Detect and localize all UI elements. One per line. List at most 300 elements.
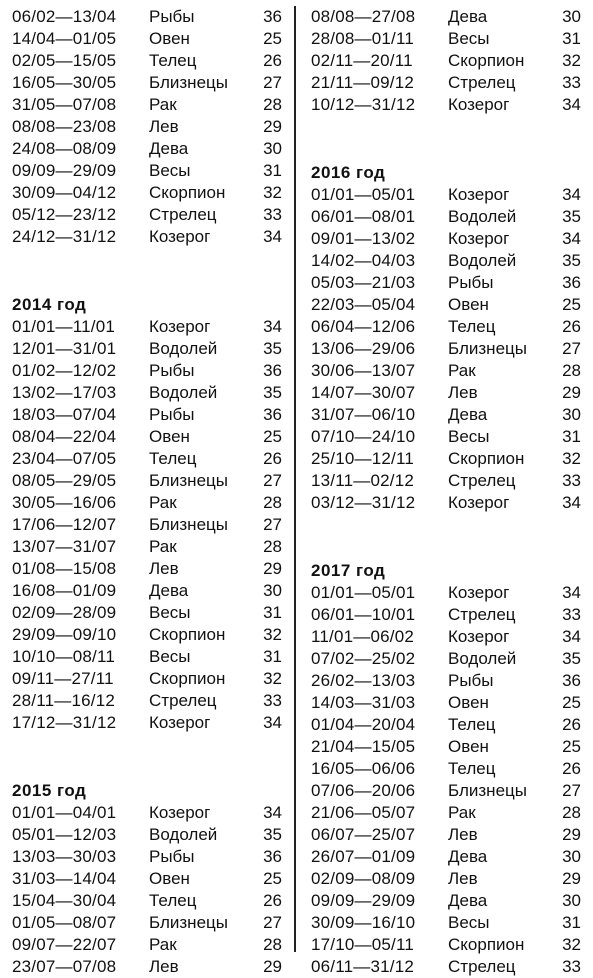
date-range: 14/07—30/07 (311, 383, 416, 402)
column-divider (294, 6, 296, 952)
date-range: 17/12—31/12 (12, 713, 117, 732)
sign-number: 33 (562, 957, 581, 976)
date-range: 01/01—05/01 (311, 583, 416, 602)
date-range: 15/04—30/04 (12, 891, 117, 910)
table-row (12, 624, 282, 646)
zodiac-sign: Близнецы (448, 339, 527, 358)
zodiac-sign: Рак (448, 361, 476, 380)
table-row (311, 72, 581, 94)
sign-number: 26 (562, 317, 581, 336)
zodiac-sign: Овен (149, 427, 190, 446)
date-range: 01/04—20/04 (311, 715, 416, 734)
section-gap (311, 514, 581, 560)
date-range: 30/09—16/10 (311, 913, 416, 932)
sign-number: 28 (562, 803, 581, 822)
zodiac-sign: Козерог (149, 227, 211, 246)
date-range: 05/01—12/03 (12, 825, 117, 844)
date-range: 01/01—05/01 (311, 185, 416, 204)
zodiac-sign: Рак (149, 537, 177, 556)
sign-number: 33 (562, 73, 581, 92)
zodiac-sign: Стрелец (448, 605, 516, 624)
table-row (12, 890, 282, 912)
date-range: 13/06—29/06 (311, 339, 416, 358)
sign-number: 33 (263, 691, 282, 710)
date-range: 18/03—07/04 (12, 405, 117, 424)
table-row (12, 602, 282, 624)
date-range: 31/03—14/04 (12, 869, 117, 888)
table-row (12, 426, 282, 448)
sign-number: 36 (263, 847, 282, 866)
zodiac-sign: Козерог (448, 493, 510, 512)
table-row (311, 470, 581, 492)
sign-number: 36 (562, 671, 581, 690)
zodiac-sign: Рыбы (149, 7, 195, 26)
zodiac-sign: Рак (149, 935, 177, 954)
sign-number: 29 (263, 117, 282, 136)
sign-number: 29 (263, 957, 282, 976)
zodiac-sign: Весы (448, 913, 490, 932)
sign-number: 29 (263, 559, 282, 578)
table-row (311, 272, 581, 294)
zodiac-sign: Рак (149, 95, 177, 114)
date-range: 16/08—01/09 (12, 581, 117, 600)
table-row (12, 912, 282, 934)
date-range: 21/11—09/12 (311, 73, 415, 92)
table-row (311, 382, 581, 404)
sign-number: 31 (562, 913, 581, 932)
sign-number: 27 (562, 339, 581, 358)
date-range: 24/12—31/12 (12, 227, 117, 246)
date-range: 06/01—10/01 (311, 605, 416, 624)
table-row (311, 294, 581, 316)
table-row (12, 204, 282, 226)
table-row (311, 802, 581, 824)
table-row (311, 28, 581, 50)
table-row (311, 94, 581, 116)
date-range: 09/09—29/09 (311, 891, 416, 910)
sign-number: 35 (562, 207, 581, 226)
zodiac-sign: Козерог (149, 317, 211, 336)
zodiac-sign: Овен (448, 295, 489, 314)
sign-number: 31 (263, 647, 282, 666)
sign-number: 28 (263, 537, 282, 556)
date-range: 01/05—08/07 (12, 913, 117, 932)
date-range: 13/11—02/12 (311, 471, 415, 490)
date-range: 08/04—22/04 (12, 427, 117, 446)
zodiac-sign: Лев (448, 869, 478, 888)
table-row (12, 160, 282, 182)
table-row (311, 404, 581, 426)
table-row (311, 736, 581, 758)
zodiac-sign: Скорпион (149, 625, 226, 644)
zodiac-sign: Стрелец (448, 73, 516, 92)
zodiac-sign: Телец (149, 449, 197, 468)
zodiac-sign: Водолей (149, 825, 218, 844)
zodiac-sign: Козерог (448, 583, 510, 602)
date-range: 28/08—01/11 (311, 29, 415, 48)
sign-number: 32 (263, 183, 282, 202)
table-row (311, 338, 581, 360)
table-row (311, 868, 581, 890)
date-range: 21/04—15/05 (311, 737, 416, 756)
date-range: 02/11—20/11 (311, 51, 413, 70)
table-row (311, 670, 581, 692)
sign-number: 32 (562, 935, 581, 954)
sign-number: 35 (562, 251, 581, 270)
sign-number: 26 (562, 759, 581, 778)
table-row (311, 228, 581, 250)
date-range: 11/01—06/02 (311, 627, 415, 646)
date-range: 06/01—08/01 (311, 207, 416, 226)
right-column (311, 6, 581, 978)
zodiac-sign: Водолей (149, 383, 218, 402)
sign-number: 26 (263, 51, 282, 70)
zodiac-sign: Весы (448, 427, 490, 446)
date-range: 05/03—21/03 (311, 273, 416, 292)
zodiac-sign: Близнецы (149, 471, 228, 490)
zodiac-sign: Козерог (448, 627, 510, 646)
table-row (311, 492, 581, 514)
date-range: 13/03—30/03 (12, 847, 117, 866)
sign-number: 28 (263, 95, 282, 114)
zodiac-sign: Скорпион (149, 183, 226, 202)
date-range: 09/09—29/09 (12, 161, 117, 180)
table-row (12, 558, 282, 580)
sign-number: 25 (263, 29, 282, 48)
table-row (311, 360, 581, 382)
sign-number: 35 (562, 649, 581, 668)
year-heading: 2016 год (311, 163, 386, 182)
zodiac-sign: Весы (149, 647, 191, 666)
zodiac-sign: Дева (149, 581, 189, 600)
date-range: 01/01—04/01 (12, 803, 117, 822)
zodiac-sign: Козерог (448, 185, 510, 204)
table-row (311, 714, 581, 736)
table-row (311, 912, 581, 934)
table-row (12, 824, 282, 846)
date-range: 03/12—31/12 (311, 493, 416, 512)
sign-number: 33 (562, 471, 581, 490)
sign-number: 34 (263, 227, 282, 246)
table-row (12, 116, 282, 138)
zodiac-sign: Козерог (149, 713, 211, 732)
zodiac-sign: Водолей (448, 207, 517, 226)
table-row (12, 316, 282, 338)
date-range: 02/05—15/05 (12, 51, 117, 70)
date-range: 01/01—11/01 (12, 317, 116, 336)
zodiac-sign: Скорпион (448, 935, 525, 954)
zodiac-sign: Скорпион (149, 669, 226, 688)
zodiac-sign: Близнецы (149, 73, 228, 92)
date-range: 08/08—27/08 (311, 7, 416, 26)
left-column (12, 6, 282, 978)
year-heading: 2015 год (12, 781, 87, 800)
date-range: 09/11—27/11 (12, 669, 114, 688)
zodiac-sign: Козерог (448, 229, 510, 248)
sign-number: 31 (562, 427, 581, 446)
table-row (12, 580, 282, 602)
zodiac-sign: Рыбы (448, 273, 494, 292)
date-range: 13/07—31/07 (12, 537, 117, 556)
table-row (311, 604, 581, 626)
table-row (12, 846, 282, 868)
date-range: 30/05—16/06 (12, 493, 117, 512)
date-range: 06/02—13/04 (12, 7, 117, 26)
date-range: 29/09—09/10 (12, 625, 117, 644)
table-row (12, 802, 282, 824)
zodiac-sign: Телец (149, 51, 197, 70)
table-row (311, 50, 581, 72)
sign-number: 34 (263, 803, 282, 822)
zodiac-sign: Лев (149, 117, 179, 136)
date-range: 10/10—08/11 (12, 647, 116, 666)
zodiac-sign: Лев (448, 383, 478, 402)
date-range: 12/01—31/01 (12, 339, 117, 358)
zodiac-sign: Весы (448, 29, 490, 48)
table-row (12, 514, 282, 536)
zodiac-sign: Скорпион (448, 449, 525, 468)
sign-number: 33 (263, 205, 282, 224)
date-range: 10/12—31/12 (311, 95, 416, 114)
sign-number: 35 (263, 825, 282, 844)
zodiac-sign: Козерог (448, 95, 510, 114)
date-range: 09/07—22/07 (12, 935, 117, 954)
sign-number: 36 (263, 361, 282, 380)
table-row (311, 206, 581, 228)
year-heading: 2014 год (12, 295, 87, 314)
sign-number: 36 (263, 7, 282, 26)
zodiac-sign: Дева (448, 405, 488, 424)
date-range: 23/07—07/08 (12, 957, 117, 976)
zodiac-sign: Рыбы (149, 405, 195, 424)
sign-number: 34 (263, 317, 282, 336)
table-row (12, 338, 282, 360)
section-gap (12, 734, 282, 780)
sign-number: 25 (562, 737, 581, 756)
table-row (311, 956, 581, 978)
zodiac-sign: Весы (149, 603, 191, 622)
date-range: 06/11—31/12 (311, 957, 415, 976)
sign-number: 30 (562, 847, 581, 866)
sign-number: 27 (263, 515, 282, 534)
date-range: 07/10—24/10 (311, 427, 416, 446)
sign-number: 34 (263, 713, 282, 732)
date-range: 05/12—23/12 (12, 205, 117, 224)
table-row (12, 690, 282, 712)
table-row (311, 426, 581, 448)
table-row (311, 648, 581, 670)
date-range: 25/10—12/11 (311, 449, 415, 468)
zodiac-sign: Рыбы (448, 671, 494, 690)
table-row (12, 94, 282, 116)
table-row (12, 404, 282, 426)
table-row (12, 50, 282, 72)
date-range: 14/03—31/03 (311, 693, 416, 712)
table-row (311, 758, 581, 780)
zodiac-sign: Козерог (149, 803, 211, 822)
sign-number: 34 (562, 95, 581, 114)
zodiac-sign: Лев (149, 559, 179, 578)
date-range: 01/02—12/02 (12, 361, 117, 380)
sign-number: 34 (562, 493, 581, 512)
sign-number: 30 (562, 7, 581, 26)
table-row (12, 448, 282, 470)
table-row (311, 6, 581, 28)
table-row (311, 692, 581, 714)
date-range: 06/07—25/07 (311, 825, 416, 844)
date-range: 31/05—07/08 (12, 95, 117, 114)
sign-number: 27 (263, 471, 282, 490)
sign-number: 34 (562, 583, 581, 602)
sign-number: 32 (562, 51, 581, 70)
table-row (311, 582, 581, 604)
zodiac-sign: Овен (149, 29, 190, 48)
date-range: 30/06—13/07 (311, 361, 416, 380)
table-row (12, 470, 282, 492)
sign-number: 34 (562, 627, 581, 646)
date-range: 24/08—08/09 (12, 139, 117, 158)
zodiac-sign: Овен (448, 737, 489, 756)
table-row (311, 448, 581, 470)
zodiac-sign: Стрелец (448, 471, 516, 490)
table-row (12, 492, 282, 514)
zodiac-sign: Стрелец (149, 205, 217, 224)
zodiac-sign: Рыбы (149, 361, 195, 380)
table-row (311, 824, 581, 846)
zodiac-sign: Рак (448, 803, 476, 822)
sign-number: 25 (263, 427, 282, 446)
zodiac-sign: Водолей (448, 251, 517, 270)
date-range: 14/04—01/05 (12, 29, 117, 48)
zodiac-sign: Овен (149, 869, 190, 888)
zodiac-sign: Дева (448, 891, 488, 910)
date-range: 07/06—20/06 (311, 781, 416, 800)
date-range: 08/08—23/08 (12, 117, 117, 136)
zodiac-sign: Телец (448, 715, 496, 734)
table-row (12, 646, 282, 668)
table-row (311, 890, 581, 912)
table-row (311, 250, 581, 272)
date-range: 07/02—25/02 (311, 649, 416, 668)
sign-number: 27 (263, 73, 282, 92)
table-row (12, 226, 282, 248)
date-range: 21/06—05/07 (311, 803, 416, 822)
zodiac-sign: Водолей (448, 649, 517, 668)
date-range: 14/02—04/03 (311, 251, 416, 270)
sign-number: 30 (562, 891, 581, 910)
table-row (12, 360, 282, 382)
section-gap (12, 248, 282, 294)
date-range: 30/09—04/12 (12, 183, 117, 202)
table-row (12, 28, 282, 50)
sign-number: 32 (263, 669, 282, 688)
table-row (311, 626, 581, 648)
date-range: 02/09—08/09 (311, 869, 416, 888)
table-row (12, 934, 282, 956)
date-range: 26/07—01/09 (311, 847, 416, 866)
section-gap (311, 116, 581, 162)
table-row (12, 668, 282, 690)
sign-number: 32 (263, 625, 282, 644)
sign-number: 30 (263, 139, 282, 158)
zodiac-sign: Близнецы (149, 515, 228, 534)
table-row (12, 72, 282, 94)
zodiac-sign: Дева (448, 847, 488, 866)
sign-number: 31 (263, 161, 282, 180)
sign-number: 26 (263, 891, 282, 910)
table-row (12, 182, 282, 204)
sign-number: 25 (263, 869, 282, 888)
date-range: 09/01—13/02 (311, 229, 416, 248)
sign-number: 33 (562, 605, 581, 624)
zodiac-sign: Рак (149, 493, 177, 512)
sign-number: 26 (562, 715, 581, 734)
sign-number: 31 (562, 29, 581, 48)
sign-number: 31 (263, 603, 282, 622)
sign-number: 29 (562, 869, 581, 888)
table-row (12, 536, 282, 558)
date-range: 06/04—12/06 (311, 317, 416, 336)
zodiac-sign: Лев (149, 957, 179, 976)
sign-number: 32 (562, 449, 581, 468)
sign-number: 29 (562, 383, 581, 402)
date-range: 17/10—05/11 (311, 935, 415, 954)
zodiac-sign: Водолей (149, 339, 218, 358)
date-range: 02/09—28/09 (12, 603, 117, 622)
date-range: 16/05—06/06 (311, 759, 416, 778)
zodiac-sign: Телец (448, 317, 496, 336)
sign-number: 27 (263, 913, 282, 932)
table-row (311, 780, 581, 802)
date-range: 31/07—06/10 (311, 405, 416, 424)
table-row (311, 184, 581, 206)
date-range: 26/02—13/03 (311, 671, 416, 690)
date-range: 13/02—17/03 (12, 383, 117, 402)
sign-number: 30 (562, 405, 581, 424)
sign-number: 25 (562, 295, 581, 314)
sign-number: 35 (263, 339, 282, 358)
table-row (311, 846, 581, 868)
zodiac-sign: Стрелец (448, 957, 516, 976)
table-row (311, 316, 581, 338)
sign-number: 36 (263, 405, 282, 424)
date-range: 01/08—15/08 (12, 559, 117, 578)
zodiac-sign: Дева (448, 7, 488, 26)
year-heading: 2017 год (311, 561, 386, 580)
sign-number: 26 (263, 449, 282, 468)
sign-number: 36 (562, 273, 581, 292)
zodiac-sign: Близнецы (149, 913, 228, 932)
table-row (12, 382, 282, 404)
sign-number: 28 (263, 493, 282, 512)
sign-number: 27 (562, 781, 581, 800)
sign-number: 28 (263, 935, 282, 954)
sign-number: 28 (562, 361, 581, 380)
sign-number: 35 (263, 383, 282, 402)
date-range: 23/04—07/05 (12, 449, 117, 468)
sign-number: 34 (562, 229, 581, 248)
table-row (12, 138, 282, 160)
sign-number: 30 (263, 581, 282, 600)
table-row (12, 956, 282, 978)
zodiac-sign: Скорпион (448, 51, 525, 70)
zodiac-sign: Лев (448, 825, 478, 844)
zodiac-sign: Телец (448, 759, 496, 778)
date-range: 08/05—29/05 (12, 471, 117, 490)
sign-number: 34 (562, 185, 581, 204)
date-range: 16/05—30/05 (12, 73, 117, 92)
sign-number: 29 (562, 825, 581, 844)
